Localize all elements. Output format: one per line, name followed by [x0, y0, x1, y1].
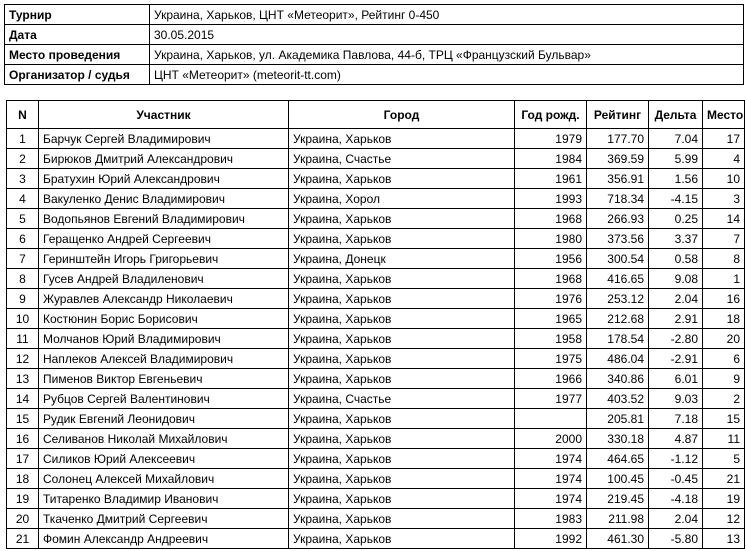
cell-name: Костюнин Борис Борисович [39, 309, 289, 329]
cell-delta: -4.18 [649, 489, 703, 509]
organizer-label: Организатор / судья [5, 65, 150, 85]
cell-n: 9 [7, 289, 39, 309]
cell-name: Наплеков Алексей Владимирович [39, 349, 289, 369]
cell-n: 17 [7, 449, 39, 469]
cell-delta: 3.37 [649, 229, 703, 249]
cell-city: Украина, Харьков [289, 289, 515, 309]
cell-n: 6 [7, 229, 39, 249]
cell-place: 15 [703, 409, 745, 429]
cell-place: 2 [703, 389, 745, 409]
table-row [7, 409, 745, 429]
cell-place: 4 [703, 149, 745, 169]
cell-n: 10 [7, 309, 39, 329]
cell-city: Украина, Харьков [289, 429, 515, 449]
cell-rating: 461.30 [587, 529, 649, 549]
cell-n: 12 [7, 349, 39, 369]
cell-delta: -5.80 [649, 529, 703, 549]
cell-place: 1 [703, 269, 745, 289]
cell-rating: 205.81 [587, 409, 649, 429]
cell-rating: 718.34 [587, 189, 649, 209]
cell-delta: -4.15 [649, 189, 703, 209]
table-row [7, 229, 745, 249]
table-row [7, 369, 745, 389]
table-row [7, 149, 745, 169]
table-row [7, 309, 745, 329]
cell-rating: 253.12 [587, 289, 649, 309]
cell-delta: 5.99 [649, 149, 703, 169]
cell-rating: 403.52 [587, 389, 649, 409]
header-rating: Рейтинг [587, 101, 649, 129]
venue-label: Место проведения [5, 45, 150, 65]
info-row-tournament [5, 5, 744, 25]
table-row [7, 209, 745, 229]
cell-place: 19 [703, 489, 745, 509]
cell-city: Украина, Хорол [289, 189, 515, 209]
cell-year: 1956 [515, 249, 587, 269]
cell-rating: 369.59 [587, 149, 649, 169]
cell-n: 1 [7, 129, 39, 149]
cell-name: Бирюков Дмитрий Александрович [39, 149, 289, 169]
cell-city: Украина, Харьков [289, 349, 515, 369]
cell-n: 14 [7, 389, 39, 409]
cell-rating: 100.45 [587, 469, 649, 489]
cell-city: Украина, Харьков [289, 449, 515, 469]
table-row [7, 269, 745, 289]
cell-name: Рубцов Сергей Валентинович [39, 389, 289, 409]
cell-year: 1965 [515, 309, 587, 329]
cell-name: Солонец Алексей Михайлович [39, 469, 289, 489]
header-delta: Дельта [649, 101, 703, 129]
cell-name: Водопьянов Евгений Владимирович [39, 209, 289, 229]
cell-rating: 266.93 [587, 209, 649, 229]
cell-year: 1975 [515, 349, 587, 369]
cell-rating: 178.54 [587, 329, 649, 349]
cell-rating: 177.70 [587, 129, 649, 149]
cell-place: 21 [703, 469, 745, 489]
header-place: Место [703, 101, 745, 129]
cell-city: Украина, Счастье [289, 389, 515, 409]
cell-city: Украина, Харьков [289, 309, 515, 329]
cell-year [515, 409, 587, 429]
table-row [7, 429, 745, 449]
cell-rating: 416.65 [587, 269, 649, 289]
cell-name: Силиков Юрий Алексеевич [39, 449, 289, 469]
cell-city: Украина, Харьков [289, 469, 515, 489]
tournament-info-table [4, 4, 744, 85]
table-row [7, 349, 745, 369]
date-label: Дата [5, 25, 150, 45]
table-row [7, 169, 745, 189]
cell-year: 1980 [515, 229, 587, 249]
cell-delta: -1.12 [649, 449, 703, 469]
cell-city: Украина, Харьков [289, 209, 515, 229]
cell-year: 2000 [515, 429, 587, 449]
cell-year: 1974 [515, 449, 587, 469]
cell-name: Вакуленко Денис Владимирович [39, 189, 289, 209]
cell-name: Геринштейн Игорь Григорьевич [39, 249, 289, 269]
cell-year: 1993 [515, 189, 587, 209]
cell-delta: 4.87 [649, 429, 703, 449]
cell-delta: 9.03 [649, 389, 703, 409]
cell-n: 5 [7, 209, 39, 229]
cell-place: 13 [703, 529, 745, 549]
cell-delta: 0.58 [649, 249, 703, 269]
cell-city: Украина, Харьков [289, 369, 515, 389]
cell-year: 1961 [515, 169, 587, 189]
cell-place: 17 [703, 129, 745, 149]
cell-name: Титаренко Владимир Иванович [39, 489, 289, 509]
table-row [7, 329, 745, 349]
cell-place: 5 [703, 449, 745, 469]
table-row [7, 249, 745, 269]
cell-n: 8 [7, 269, 39, 289]
cell-delta: -2.91 [649, 349, 703, 369]
cell-n: 3 [7, 169, 39, 189]
cell-rating: 356.91 [587, 169, 649, 189]
cell-rating: 373.56 [587, 229, 649, 249]
cell-n: 21 [7, 529, 39, 549]
cell-place: 6 [703, 349, 745, 369]
cell-rating: 464.65 [587, 449, 649, 469]
cell-n: 16 [7, 429, 39, 449]
table-row [7, 529, 745, 549]
cell-name: Гусев Андрей Владиленович [39, 269, 289, 289]
cell-rating: 300.54 [587, 249, 649, 269]
cell-place: 20 [703, 329, 745, 349]
cell-n: 18 [7, 469, 39, 489]
cell-city: Украина, Харьков [289, 169, 515, 189]
cell-rating: 330.18 [587, 429, 649, 449]
cell-year: 1958 [515, 329, 587, 349]
table-row [7, 469, 745, 489]
cell-name: Ткаченко Дмитрий Сергеевич [39, 509, 289, 529]
cell-delta: 6.01 [649, 369, 703, 389]
cell-n: 20 [7, 509, 39, 529]
cell-delta: 2.04 [649, 509, 703, 529]
cell-city: Украина, Донецк [289, 249, 515, 269]
cell-place: 11 [703, 429, 745, 449]
cell-n: 13 [7, 369, 39, 389]
cell-rating: 211.98 [587, 509, 649, 529]
info-row-venue [5, 45, 744, 65]
cell-name: Молчанов Юрий Владимирович [39, 329, 289, 349]
cell-year: 1992 [515, 529, 587, 549]
cell-place: 3 [703, 189, 745, 209]
table-row [7, 129, 745, 149]
cell-year: 1979 [515, 129, 587, 149]
results-table [6, 100, 745, 549]
date-value: 30.05.2015 [150, 25, 744, 45]
results-header-row [7, 101, 745, 129]
cell-name: Пименов Виктор Евгеньевич [39, 369, 289, 389]
cell-year: 1976 [515, 289, 587, 309]
info-row-organizer [5, 65, 744, 85]
cell-city: Украина, Харьков [289, 489, 515, 509]
cell-place: 18 [703, 309, 745, 329]
cell-city: Украина, Харьков [289, 529, 515, 549]
cell-name: Братухин Юрий Александрович [39, 169, 289, 189]
cell-delta: 2.04 [649, 289, 703, 309]
cell-delta: 2.91 [649, 309, 703, 329]
info-row-date [5, 25, 744, 45]
table-row [7, 509, 745, 529]
venue-value: Украина, Харьков, ул. Академика Павлова, 44-б, ТРЦ «Французский Бульвар» [150, 45, 744, 65]
cell-year: 1984 [515, 149, 587, 169]
cell-rating: 212.68 [587, 309, 649, 329]
organizer-value: ЦНТ «Метеорит» (meteorit-tt.com) [150, 65, 744, 85]
cell-city: Украина, Харьков [289, 329, 515, 349]
cell-place: 9 [703, 369, 745, 389]
results-body [7, 129, 745, 549]
cell-name: Геращенко Андрей Сергеевич [39, 229, 289, 249]
cell-year: 1968 [515, 269, 587, 289]
cell-name: Рудик Евгений Леонидович [39, 409, 289, 429]
cell-delta: -2.80 [649, 329, 703, 349]
table-row [7, 449, 745, 469]
cell-year: 1974 [515, 469, 587, 489]
cell-delta: 1.56 [649, 169, 703, 189]
header-city: Город [289, 101, 515, 129]
cell-city: Украина, Харьков [289, 229, 515, 249]
cell-year: 1974 [515, 489, 587, 509]
header-year: Год рожд. [515, 101, 587, 129]
cell-delta: 0.25 [649, 209, 703, 229]
table-row [7, 289, 745, 309]
cell-rating: 340.86 [587, 369, 649, 389]
table-row [7, 389, 745, 409]
cell-n: 2 [7, 149, 39, 169]
cell-city: Украина, Харьков [289, 269, 515, 289]
cell-year: 1966 [515, 369, 587, 389]
cell-n: 15 [7, 409, 39, 429]
cell-year: 1983 [515, 509, 587, 529]
cell-place: 16 [703, 289, 745, 309]
cell-n: 4 [7, 189, 39, 209]
cell-n: 11 [7, 329, 39, 349]
cell-delta: 7.18 [649, 409, 703, 429]
header-name: Участник [39, 101, 289, 129]
cell-name: Барчук Сергей Владимирович [39, 129, 289, 149]
table-row [7, 189, 745, 209]
cell-place: 7 [703, 229, 745, 249]
cell-delta: 7.04 [649, 129, 703, 149]
cell-n: 7 [7, 249, 39, 269]
cell-year: 1968 [515, 209, 587, 229]
cell-place: 10 [703, 169, 745, 189]
cell-rating: 219.45 [587, 489, 649, 509]
cell-city: Украина, Харьков [289, 409, 515, 429]
cell-year: 1977 [515, 389, 587, 409]
cell-name: Фомин Александр Андреевич [39, 529, 289, 549]
tournament-value: Украина, Харьков, ЦНТ «Метеорит», Рейтинг 0-450 [150, 5, 744, 25]
cell-rating: 486.04 [587, 349, 649, 369]
cell-n: 19 [7, 489, 39, 509]
cell-place: 12 [703, 509, 745, 529]
cell-name: Журавлев Александр Николаевич [39, 289, 289, 309]
header-n: N [7, 101, 39, 129]
table-row [7, 489, 745, 509]
cell-place: 14 [703, 209, 745, 229]
tournament-label: Турнир [5, 5, 150, 25]
cell-delta: -0.45 [649, 469, 703, 489]
cell-delta: 9.08 [649, 269, 703, 289]
cell-name: Селиванов Николай Михайлович [39, 429, 289, 449]
cell-city: Украина, Счастье [289, 149, 515, 169]
cell-place: 8 [703, 249, 745, 269]
cell-city: Украина, Харьков [289, 129, 515, 149]
cell-city: Украина, Харьков [289, 509, 515, 529]
